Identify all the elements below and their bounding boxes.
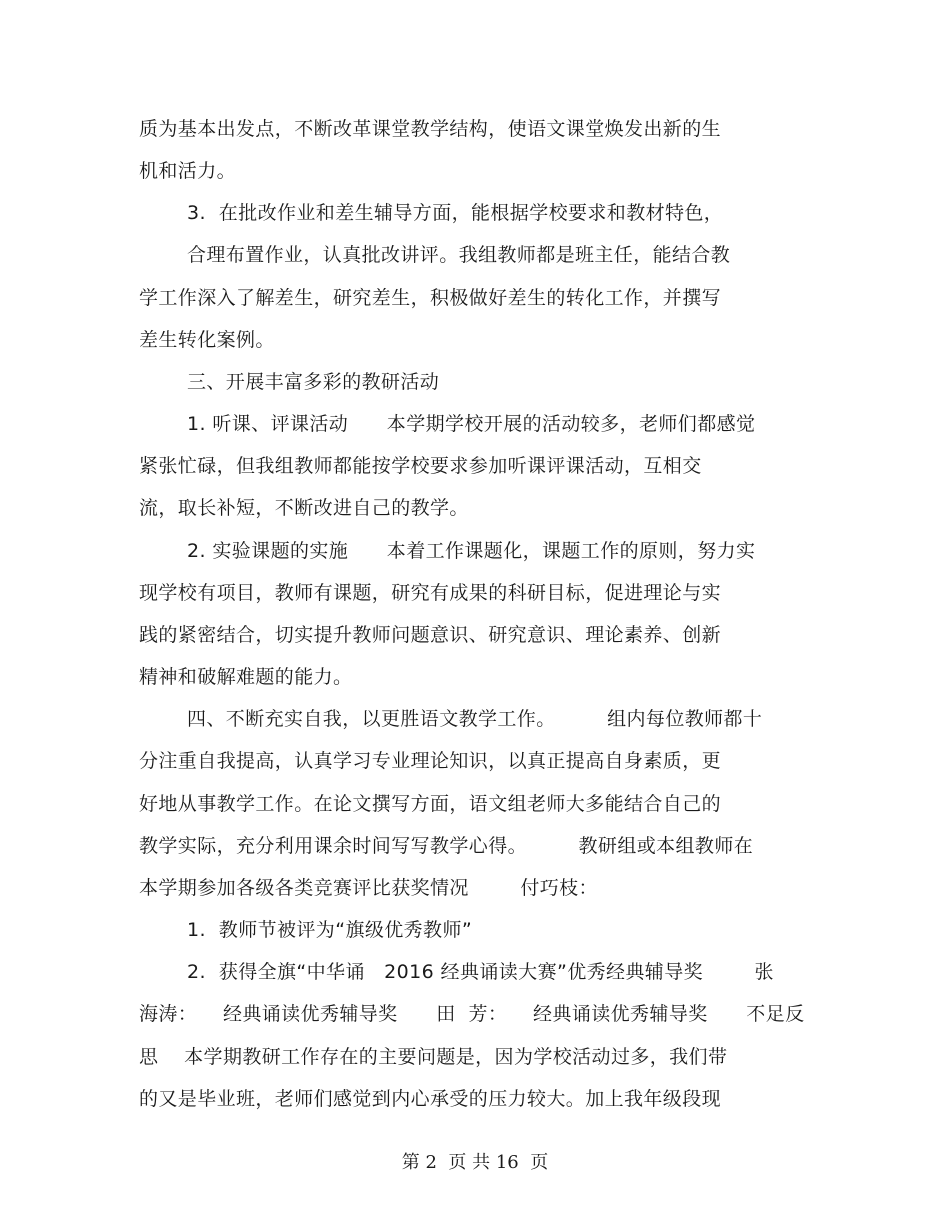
text-line: 合理布置作业，认真批改讲评。我组教师都是班主任，能结合教 — [187, 244, 731, 266]
text-line: 3. 在批改作业和差生辅导方面，能根据学校要求和教材特色， — [187, 202, 724, 224]
section-heading: 三、开展丰富多彩的教研活动 — [187, 371, 440, 393]
list-item: 1. 教师节被评为“旗级优秀教师” — [187, 919, 473, 941]
text-line: 好地从事教学工作。在论文撰写方面，语文组老师大多能结合自己的 — [139, 793, 722, 815]
page-number-footer: 第 2 页 共 16 页 — [401, 1152, 549, 1173]
text-line: 教学实际，充分利用课余时间写写教学心得。 教研组或本组教师在 — [139, 835, 754, 857]
text-line: 本学期参加各级各类竞赛评比获奖情况 付巧枝： — [139, 877, 598, 899]
text-line: 海涛： 经典诵读优秀辅导奖 田 芳： 经典诵读优秀辅导奖 不足反 — [139, 1003, 805, 1025]
text-line: 践的紧密结合，切实提升教师问题意识、研究意识、理论素养、创新 — [139, 624, 722, 646]
text-line: 质为基本出发点，不断改革课堂教学结构，使语文课堂焕发出新的生 — [139, 118, 722, 140]
text-line: 现学校有项目，教师有课题，研究有成果的科研目标，促进理论与实 — [139, 582, 722, 604]
section-heading: 四、不断充实自我，以更胜语文教学工作。 组内每位教师都十 — [187, 708, 763, 730]
text-line: 精神和破解难题的能力。 — [139, 666, 353, 688]
text-line: 分注重自我提高，认真学习专业理论知识，以真正提高自身素质，更 — [139, 750, 722, 772]
text-line: 的又是毕业班，老师们感觉到内心承受的压力较大。加上我年级段现 — [139, 1088, 722, 1110]
text-line: 思 本学期教研工作存在的主要问题是，因为学校活动过多，我们带 — [139, 1046, 728, 1068]
list-item: 2. 获得全旗“中华诵 2016 经典诵读大赛”优秀经典辅导奖 张 — [187, 961, 774, 983]
text-line: 1. 听课、评课活动 本学期学校开展的活动较多，老师们都感觉 — [187, 413, 756, 435]
text-line: 差生转化案例。 — [139, 329, 275, 351]
text-line: 2. 实验课题的实施 本着工作课题化，课题工作的原则，努力实 — [187, 540, 756, 562]
text-line: 机和活力。 — [139, 160, 237, 182]
text-line: 流，取长补短，不断改进自己的教学。 — [139, 497, 469, 519]
text-line: 紧张忙碌，但我组教师都能按学校要求参加听课评课活动，互相交 — [139, 455, 702, 477]
text-line: 学工作深入了解差生，研究差生，积极做好差生的转化工作，并撰写 — [139, 287, 722, 309]
